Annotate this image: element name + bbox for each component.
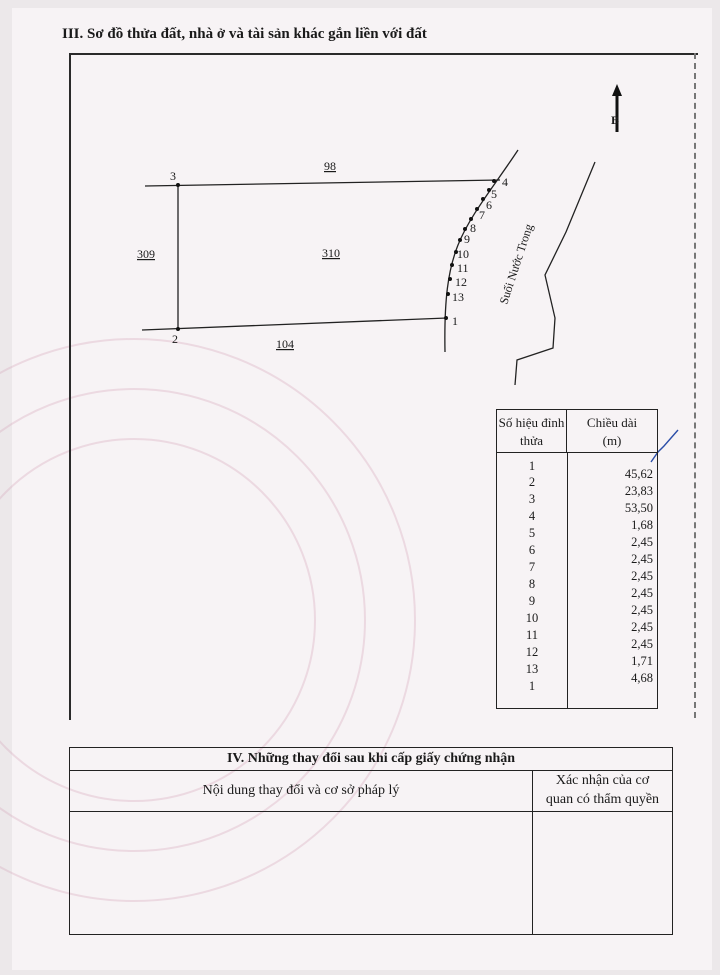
table-row-point: 11 <box>525 628 539 642</box>
stream-label: Suối Nước Trong <box>496 222 536 306</box>
table-row-point: 8 <box>528 577 536 591</box>
table-row-point: 7 <box>528 560 536 574</box>
table-row-point: 10 <box>525 611 539 625</box>
table-row-length: 2,45 <box>631 637 653 651</box>
vertex-label-7: 7 <box>479 208 485 222</box>
table-row-point: 2 <box>528 475 536 489</box>
boundary-length-table <box>496 409 658 709</box>
table-row-point: 5 <box>528 526 536 540</box>
table-row-length: 2,45 <box>631 569 653 583</box>
changes-column-divider <box>532 811 533 934</box>
table-row-length: 2,45 <box>631 586 653 600</box>
table-row-point: 4 <box>528 509 536 523</box>
north-label: B <box>611 113 620 127</box>
table-row-length: 4,68 <box>631 671 653 685</box>
vertex-label-6: 6 <box>486 198 492 212</box>
table-row-point: 9 <box>528 594 536 608</box>
table-row-length: 2,45 <box>631 535 653 549</box>
authority-confirmation-header <box>533 771 672 812</box>
vertex-label-1: 1 <box>452 314 458 328</box>
table-row-point: 13 <box>525 662 539 676</box>
table-row-length: 2,45 <box>631 552 653 566</box>
table-header-length-line1: Chiều dài <box>586 415 638 430</box>
table-row-length: 2,45 <box>631 620 653 634</box>
table-row-length: 1,68 <box>631 518 653 532</box>
table-row-length: 53,50 <box>624 501 653 515</box>
table-row-point: 6 <box>528 543 536 557</box>
vertex-label-10: 10 <box>457 247 469 261</box>
vertex-label-2: 2 <box>172 332 178 346</box>
table-header-length <box>567 410 657 453</box>
section-3-title: III. Sơ đồ thửa đất, nhà ở và tài sản khác gắn liền với đất <box>62 26 427 42</box>
vertex-label-5: 5 <box>491 187 497 201</box>
boundary-line-north <box>145 180 500 186</box>
parcel-label-north: 98 <box>324 159 336 173</box>
north-arrow-icon <box>611 84 622 132</box>
vertex-label-9: 9 <box>464 232 470 246</box>
vertex-label-8: 8 <box>470 221 476 235</box>
authority-header-line1: Xác nhận của cơ <box>555 773 650 788</box>
section-4-title: IV. Những thay đổi sau khi cấp giấy chứng nhận <box>70 748 672 771</box>
table-row-length: 23,83 <box>624 484 653 498</box>
table-row-point: 1 <box>528 459 536 473</box>
parcel-label-south: 104 <box>276 337 294 351</box>
parcel-label-main: 310 <box>322 246 340 260</box>
parcel-label-west: 309 <box>137 247 155 261</box>
vertex-label-12: 12 <box>455 275 467 289</box>
stream-bank-east <box>515 162 595 385</box>
table-header-point-id: Số hiệu đỉnh thửa <box>497 410 567 453</box>
table-row-length: 1,71 <box>631 654 653 668</box>
table-row-point: 1 <box>528 679 536 693</box>
changes-table <box>69 747 673 935</box>
authority-header-line2: quan có thẩm quyền <box>545 792 660 807</box>
vertex-label-13: 13 <box>452 290 464 304</box>
changes-content-header: Nội dung thay đổi và cơ sở pháp lý <box>70 771 533 812</box>
table-row-point: 3 <box>528 492 536 506</box>
table-header-length-line2: (m) <box>602 433 622 448</box>
vertex-label-3: 3 <box>170 169 176 183</box>
table-row-length: 2,45 <box>631 603 653 617</box>
table-row-length: 45,62 <box>624 467 653 481</box>
boundary-line-south <box>142 318 447 330</box>
table-row-point: 12 <box>525 645 539 659</box>
vertex-label-11: 11 <box>457 261 469 275</box>
vertex-label-4: 4 <box>502 175 508 189</box>
